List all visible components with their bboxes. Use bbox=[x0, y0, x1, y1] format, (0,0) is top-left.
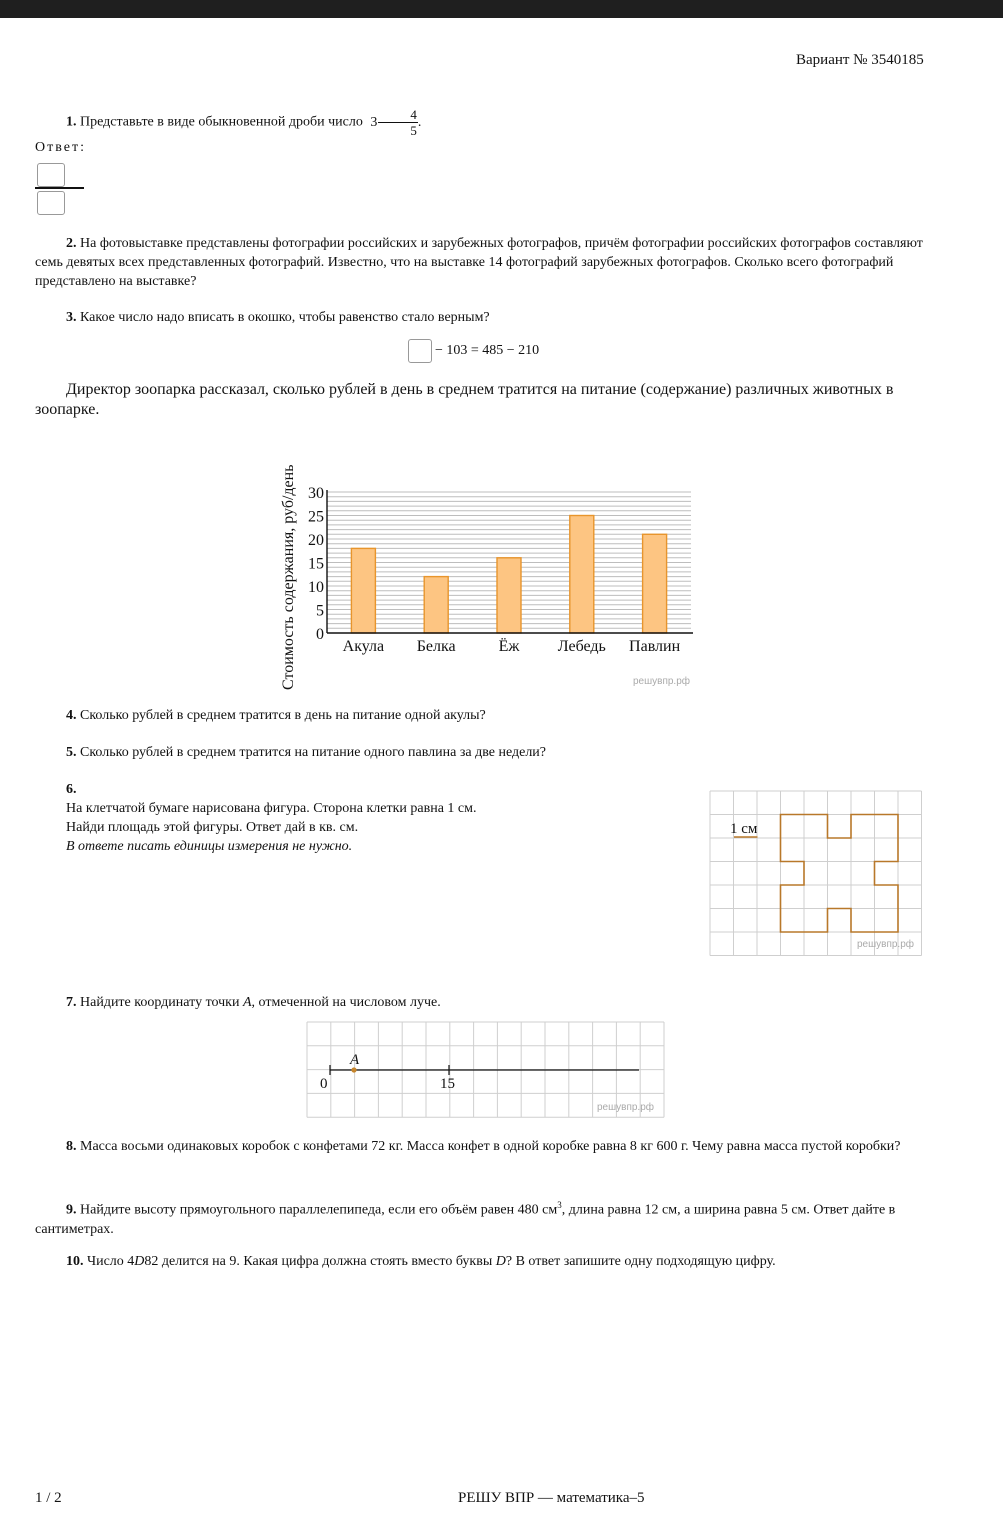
chart-y-tick-label: 10 bbox=[308, 579, 324, 596]
page-number: 1 / 2 bbox=[35, 1490, 62, 1506]
grid-figure bbox=[708, 789, 924, 957]
question-text: На фотовыставке представлены фотографии российских и зарубежных фотографов, причём фотографии российских фотографов составляют семь девятых всех представленных фотографий. Известно, что на выставке 14 фотографий зарубежных фотографов. Сколько всего фотографий представлено на выставке? bbox=[35, 236, 923, 289]
chart-intro-text: Директор зоопарка рассказал, сколько рублей в день в среднем тратится на питание (содержание) различных животных в зоопарке. bbox=[35, 381, 894, 418]
question-number: 2. bbox=[66, 236, 77, 251]
mixed-whole: 3 bbox=[370, 114, 378, 130]
grid-lines bbox=[710, 791, 922, 956]
numerator-input[interactable] bbox=[37, 163, 65, 187]
chart-y-tick-label: 5 bbox=[316, 602, 324, 620]
chart-watermark: решувпр.рф bbox=[632, 676, 690, 687]
equation-input-box[interactable] bbox=[408, 339, 432, 363]
chart-bar bbox=[351, 548, 375, 633]
question-2 bbox=[35, 234, 935, 291]
question-number: 5. bbox=[66, 745, 77, 760]
question-text: Какое число надо вписать в окошко, чтобы равенство стало верным? bbox=[80, 310, 490, 325]
number-ray bbox=[306, 1021, 666, 1119]
question-text-end: ? В ответ запишите одну подходящую цифру. bbox=[505, 1254, 776, 1269]
question-text: Масса восьми одинаковых коробок с конфетами 72 кг. Масса конфет в одной коробке равна 8 кг 600 г. Чему равна масса пустой коробки? bbox=[80, 1139, 901, 1154]
fraction-bar bbox=[35, 187, 84, 189]
chart-bar bbox=[424, 577, 448, 633]
chart-bar bbox=[497, 558, 521, 633]
chart-x-tick-label: Ёж bbox=[498, 638, 520, 655]
grid-watermark: решувпр.рф bbox=[856, 939, 914, 950]
chart-x-tick-label: Белка bbox=[416, 638, 456, 655]
question-number: 4. bbox=[66, 708, 77, 723]
fraction-numerator: 4 bbox=[378, 107, 418, 123]
equation-text: − 103 = 485 − 210 bbox=[435, 343, 540, 359]
figure-outline bbox=[781, 815, 899, 933]
question-text: Число 4 bbox=[87, 1254, 135, 1269]
question-number: 7. bbox=[66, 995, 77, 1010]
answer-label: Ответ: bbox=[35, 140, 86, 155]
question-number: 3. bbox=[66, 310, 77, 325]
question-text-end: , длина равна 12 см, а ширина равна 5 см. Ответ дайте в сантиметрах. bbox=[35, 1202, 896, 1237]
chart-y-tick-label: 15 bbox=[308, 555, 324, 573]
chart-bar bbox=[570, 516, 594, 634]
letter-d-ref: D bbox=[495, 1254, 506, 1269]
question-9 bbox=[35, 1196, 935, 1239]
chart-y-axis-label: Стоимость содержания, руб/день bbox=[280, 464, 297, 690]
question-7 bbox=[35, 993, 935, 1012]
point-a-label: A bbox=[350, 1052, 360, 1068]
bar-chart bbox=[270, 430, 710, 695]
period: . bbox=[417, 114, 422, 130]
fraction-denominator: 5 bbox=[410, 123, 417, 138]
question-6 bbox=[66, 780, 686, 856]
variant-number: Вариант № 3540185 bbox=[796, 52, 924, 68]
question-text: Найдите координату точки bbox=[80, 995, 240, 1010]
ray-watermark: решувпр.рф bbox=[596, 1102, 654, 1113]
chart-y-tick-label: 25 bbox=[308, 508, 324, 526]
chart-bars bbox=[351, 516, 666, 634]
footer-title: РЕШУ ВПР — математика–5 bbox=[458, 1490, 645, 1506]
question-note: В ответе писать единицы измерения не нужно. bbox=[66, 839, 353, 854]
superscript: 3 bbox=[557, 1200, 562, 1210]
point-a-marker bbox=[351, 1067, 356, 1072]
question-text-line-2: Найди площадь этой фигуры. Ответ дай в кв. см. bbox=[66, 820, 359, 835]
question-text: Сколько рублей в среднем тратится на питание одного павлина за две недели? bbox=[80, 745, 547, 760]
mixed-number bbox=[370, 107, 422, 138]
chart-y-tick-label: 20 bbox=[308, 532, 324, 549]
point-name: A bbox=[242, 995, 252, 1010]
question-text-end: , отмеченной на числовом луче. bbox=[251, 995, 441, 1010]
top-bar bbox=[0, 0, 1003, 18]
question-text-line-1: На клетчатой бумаге нарисована фигура. Сторона клетки равна 1 см. bbox=[66, 801, 477, 816]
question-text: Сколько рублей в среднем тратится в день на питание одной акулы? bbox=[80, 708, 486, 723]
scale-label: 1 см bbox=[730, 821, 758, 837]
chart-x-ticks bbox=[343, 637, 681, 655]
chart-y-ticks bbox=[308, 485, 324, 643]
question-text-mid: 82 делится на 9. Какая цифра должна стоять вместо буквы bbox=[144, 1254, 493, 1269]
equation bbox=[408, 339, 539, 363]
chart-y-tick-label: 30 bbox=[308, 485, 324, 502]
letter-d: D bbox=[134, 1254, 145, 1269]
question-4 bbox=[35, 706, 935, 725]
question-number: 8. bbox=[66, 1139, 77, 1154]
question-text: Представьте в виде обыкновенной дроби число bbox=[80, 114, 363, 130]
question-10 bbox=[35, 1252, 935, 1271]
label-zero: 0 bbox=[320, 1076, 328, 1092]
question-number: 1. bbox=[66, 114, 77, 130]
label-fifteen: 15 bbox=[440, 1076, 455, 1092]
question-8 bbox=[35, 1137, 935, 1156]
chart-y-tick-label: 0 bbox=[316, 626, 324, 643]
chart-x-tick-label: Акула bbox=[342, 638, 385, 655]
question-number: 6. bbox=[66, 782, 77, 797]
denominator-input[interactable] bbox=[37, 191, 65, 215]
chart-x-tick-label: Павлин bbox=[629, 638, 681, 655]
chart-bar bbox=[643, 534, 667, 633]
question-1 bbox=[35, 107, 935, 138]
question-3 bbox=[35, 308, 935, 327]
question-text: Найдите высоту прямоугольного параллелепипеда, если его объём равен 480 см bbox=[80, 1202, 558, 1218]
question-number: 9. bbox=[66, 1202, 77, 1218]
fraction bbox=[378, 107, 418, 138]
question-number: 10. bbox=[66, 1254, 84, 1269]
question-5 bbox=[35, 743, 935, 762]
chart-x-tick-label: Лебедь bbox=[557, 638, 606, 655]
